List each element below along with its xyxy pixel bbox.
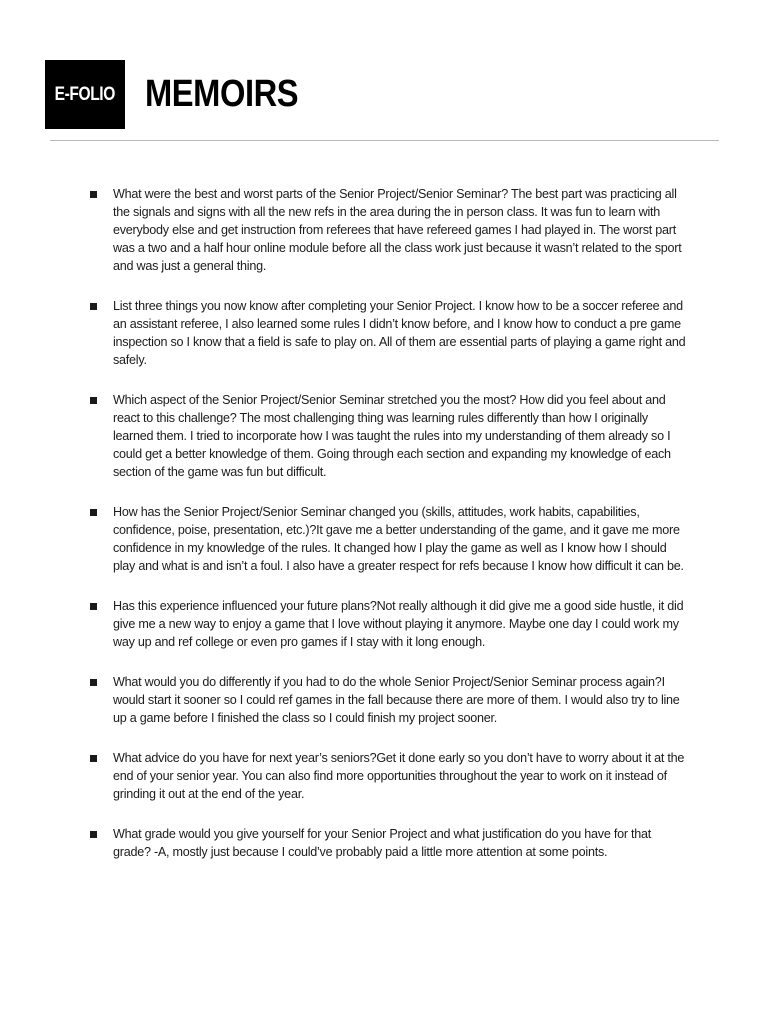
header-divider: [50, 140, 719, 141]
square-bullet-icon: [90, 831, 97, 838]
page-header: [45, 60, 323, 129]
list-item-text: List three things you now know after completing your Senior Project. I know how to be a soccer referee and an assistant referee, I also learned some rules I didn’t know before, and I know how to conduct a pre game inspection so I know that a field is safe to play on. All of them are essential parts of playing a game right and safely.: [113, 299, 686, 367]
list-item-text: What would you do differently if you had to do the whole Senior Project/Senior Seminar process again?I would start it sooner so I could ref games in the fall because there are more of them. I would also try to line up a game before I finished the class so I could finish my project sooner.: [113, 675, 680, 725]
list-item: [86, 597, 686, 651]
efolio-logo: [45, 60, 125, 129]
list-item-text: What grade would you give yourself for your Senior Project and what justification do you have for that grade? -A, mostly just because I could’ve probably paid a little more attention at some points.: [113, 827, 652, 859]
list-item-text: What advice do you have for next year’s seniors?Get it done early so you don’t have to worry about it at the end of your senior year. You can also find more opportunities throughout the year to work on it instead of grinding it out at the end of the year.: [113, 751, 685, 801]
list-item: [86, 673, 686, 727]
logo-text: E-FOLIO: [54, 83, 116, 105]
qa-list: [86, 185, 686, 883]
list-item-text: Which aspect of the Senior Project/Senior Seminar stretched you the most? How did you feel about and react to this challenge? The most challenging thing was learning rules differently than how I originally learned them. I tried to incorporate how I was taught the rules into my understanding of them already so I could get a better knowledge of them. Going through each section and expanding my knowledge of each section of the game was fun but difficult.: [113, 393, 671, 479]
list-item: [86, 503, 686, 575]
list-item-text: How has the Senior Project/Senior Seminar changed you (skills, attitudes, work habits, capabilities, confidence, poise, presentation, etc.)?It gave me a better understanding of the game, and it gave me more confidence in my knowledge of the rules. It changed how I play the game as well as I know how I should play and what is and isn’t a foul. I also have a greater respect for refs because I know how difficult it can be.: [113, 505, 684, 573]
list-item: [86, 749, 686, 803]
square-bullet-icon: [90, 603, 97, 610]
square-bullet-icon: [90, 755, 97, 762]
square-bullet-icon: [90, 303, 97, 310]
square-bullet-icon: [90, 679, 97, 686]
square-bullet-icon: [90, 509, 97, 516]
square-bullet-icon: [90, 397, 97, 404]
list-item-text: What were the best and worst parts of the Senior Project/Senior Seminar? The best part was practicing all the signals and signs with all the new refs in the area during the in person class. It was fun to learn with everybody else and get instruction from referees that have refereed games I had played in. The worst part was a two and a half hour online module before all the class work just because it wasn’t related to the sport and was just a general thing.: [113, 187, 682, 273]
list-item-text: Has this experience influenced your future plans?Not really although it did give me a good side hustle, it did give me a new way to enjoy a game that I love without playing it anymore. Maybe one day I could work my way up and ref college or even pro games if I stay with it long enough.: [113, 599, 684, 649]
list-item: [86, 297, 686, 369]
list-item: [86, 185, 686, 275]
list-item: [86, 825, 686, 861]
list-item: [86, 391, 686, 481]
page-title: MEMOIRS: [145, 73, 299, 115]
square-bullet-icon: [90, 191, 97, 198]
